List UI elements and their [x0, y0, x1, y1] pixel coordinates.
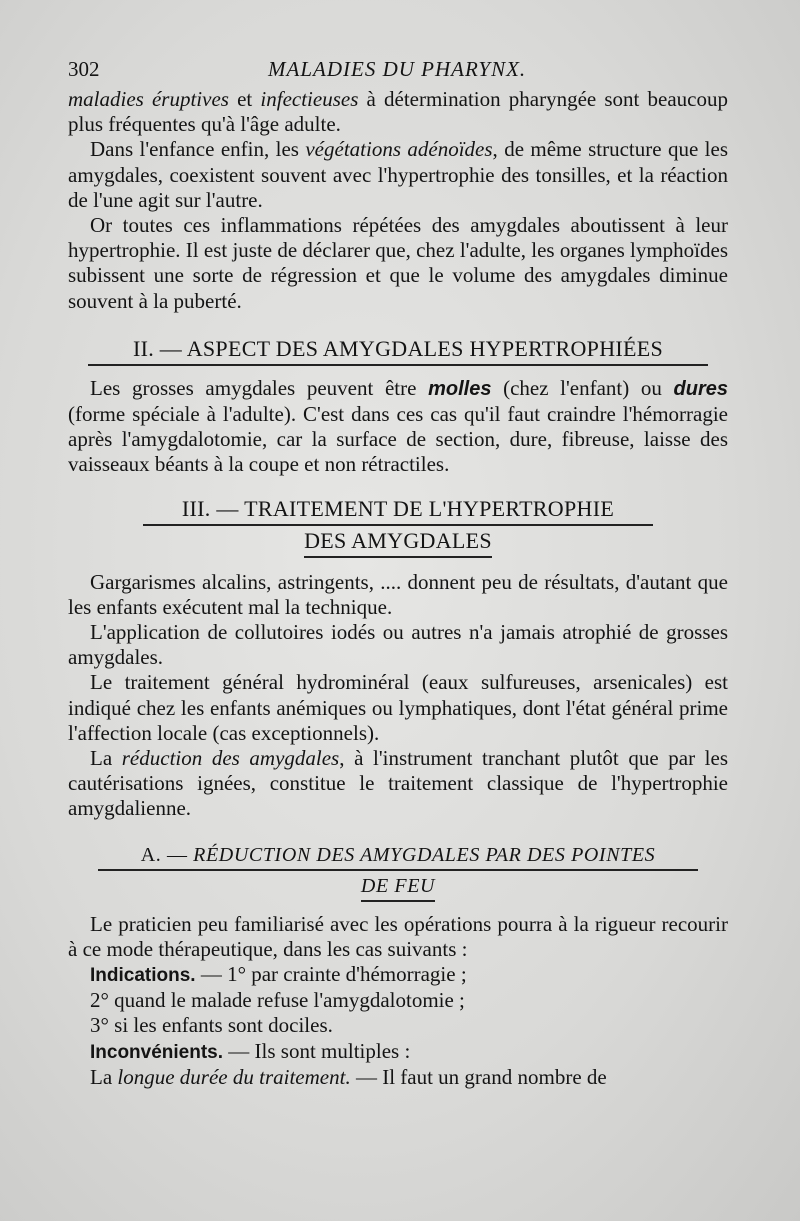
label-indications: Indications.	[90, 965, 196, 987]
paragraph-gargarismes: Gargarismes alcalins, astringents, .... donnent peu de résultats, d'autant que les enfants exécutent mal la technique.	[68, 569, 728, 619]
paragraph-hydromineral: Le traitement général hydrominéral (eaux sulfureuses, arsenicales) est indiqué chez les enfants anémiques ou lymphatiques, dont l'état général prime l'affection locale (cas exceptionnels).	[68, 670, 728, 745]
paragraph-continuation	[68, 87, 728, 137]
section-heading-aspect	[68, 336, 728, 366]
indications-line	[68, 962, 728, 988]
heading-line-1: III. — TRAITEMENT DE L'HYPERTROPHIE	[143, 496, 653, 526]
heading-line-2: DE FEU	[361, 873, 435, 902]
text: à détermination pharyngée sont beaucoup plus fréquentes qu'à l'âge adulte.	[68, 87, 728, 137]
paragraph-longue-duree	[68, 1065, 728, 1090]
paragraph-reduction	[68, 746, 728, 822]
emphasis: infectieuses	[260, 87, 359, 111]
text: , de même structure que les amygdales, coexistent souvent avec l'hypertrophie des tonsilles, et la réaction de l'une agit sur l'autre.	[68, 137, 729, 212]
heading-line-2: DES AMYGDALES	[304, 528, 492, 558]
bold-term: dures	[673, 377, 728, 400]
running-title: MALADIES DU PHARYNX.	[268, 57, 527, 81]
heading-text: RÉDUCTION DES AMYGDALES PAR DES POINTES	[193, 843, 656, 866]
emphasis: végétations adénoïdes	[305, 137, 493, 162]
text: (forme spéciale à l'adulte). C'est dans ces cas qu'il faut craindre l'hémorragie après l'amygdalotomie, car la surface de section, dure, fibreuse, laisse des vaisseaux béants à la coupe et non rétractiles.	[68, 402, 728, 477]
text: — 1° par crainte d'hémorragie ;	[195, 962, 467, 987]
text: La	[90, 1064, 118, 1089]
emphasis: réduction des amygdales	[121, 746, 340, 771]
text: Les grosses amygdales peuvent être	[90, 375, 429, 400]
paragraph-praticien: Le praticien peu familiarisé avec les opérations pourra à la rigueur recourir à ce mode thérapeutique, dans les cas suivants :	[68, 911, 728, 961]
text: (chez l'enfant) ou	[491, 375, 674, 400]
heading-text: II. — ASPECT DES AMYGDALES HYPERTROPHIÉES	[88, 336, 708, 366]
emphasis: maladies éruptives	[68, 87, 229, 111]
inconvenients-line	[68, 1039, 728, 1065]
page-body	[68, 87, 728, 1090]
paragraph-collutoires: L'application de collutoires iodés ou autres n'a jamais atrophié de grosses amygdales.	[68, 620, 728, 670]
subsection-heading-pointes-de-feu	[68, 842, 728, 902]
text: et	[228, 87, 261, 111]
paragraph-inflammations: Or toutes ces inflammations répétées des amygdales aboutissent à leur hypertrophie. Il est juste de déclarer que, chez l'adulte, les organes lymphoïdes subissent une sorte de régression et que le volume des amygdales diminue souvent à la puberté.	[68, 213, 729, 313]
section-heading-traitement	[68, 496, 728, 558]
text: — Ils sont multiples :	[223, 1038, 411, 1063]
emphasis: longue durée du traitement.	[117, 1064, 351, 1089]
indication-item-2: 2° quand le malade refuse l'amygdalotomie ;	[90, 988, 465, 1013]
heading-line-1	[98, 842, 698, 871]
text: , à l'instrument tranchant plutôt que par les cautérisations ignées, constitue le traitement classique de l'hypertrophie amygdalienne.	[68, 746, 728, 821]
page-number: 302	[68, 57, 100, 81]
heading-prefix: A. —	[140, 843, 194, 866]
label-inconvenients: Inconvénients.	[90, 1041, 224, 1063]
paragraph-aspect	[68, 376, 728, 478]
text: Dans l'enfance enfin, les	[90, 137, 306, 162]
text: — Il faut un grand nombre de	[350, 1064, 607, 1089]
paragraph-enfance	[68, 137, 728, 213]
text: La	[90, 746, 122, 771]
indication-item-3: 3° si les enfants sont dociles.	[90, 1013, 333, 1038]
bold-term: molles	[428, 377, 492, 400]
